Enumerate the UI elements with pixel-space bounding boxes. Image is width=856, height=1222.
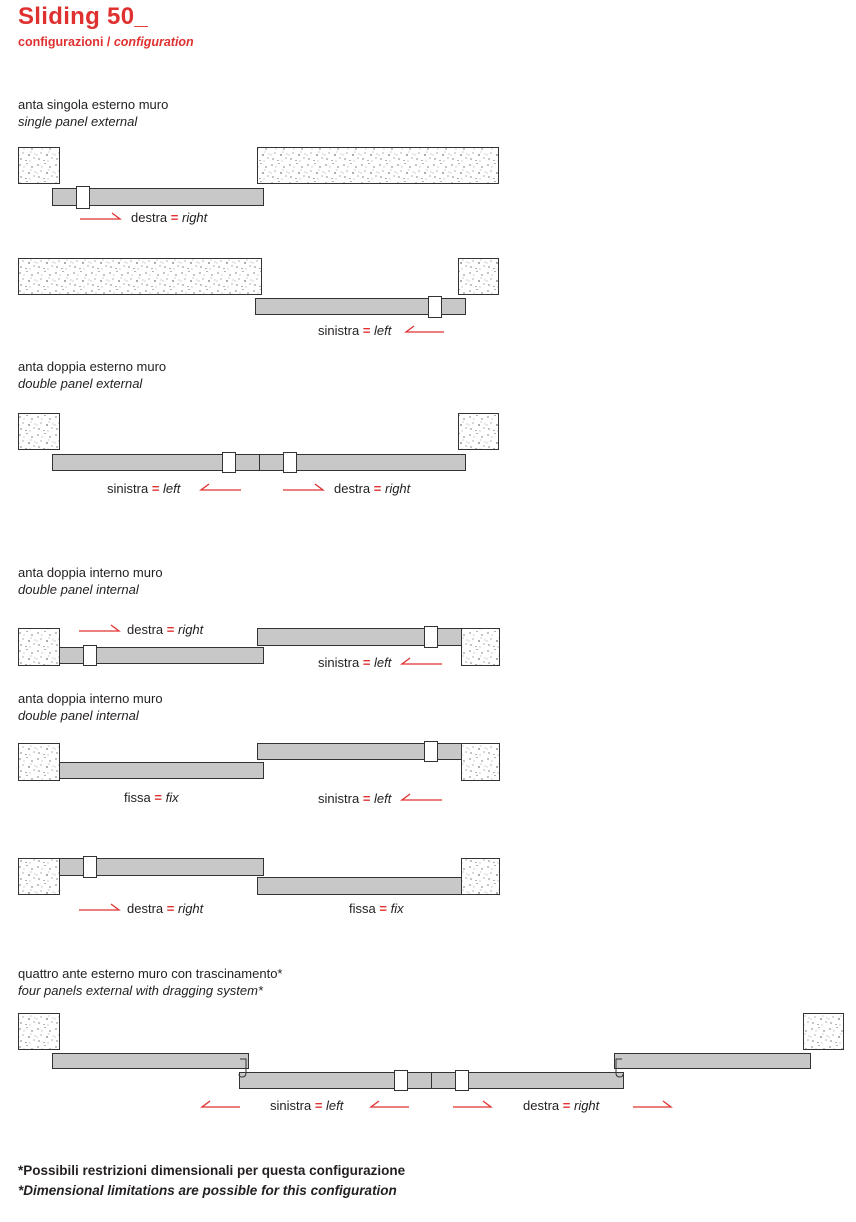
arrow-right [453,1101,491,1107]
arrow-left [371,1101,409,1107]
section-4-title-it: anta doppia interno muro [18,691,163,706]
section-3-title-en: double panel internal [18,582,139,597]
label-right: destra = right [523,1098,600,1113]
arrow-left [202,1101,240,1107]
handle [223,453,236,473]
label-left: sinistra = left [270,1098,344,1113]
wall-block [462,744,500,781]
label-left: sinistra = left [318,655,392,670]
wall-block [258,148,499,184]
handle [456,1071,469,1091]
subtitle-it: configurazioni / [18,35,111,49]
wall-block [19,744,60,781]
label-right: destra = right [127,901,204,916]
footnote-en: *Dimensional limitations are possible for this configuration [18,1183,397,1198]
fixed-panel [60,763,264,779]
handle [425,627,438,648]
wall-block [462,859,500,895]
arrow-left [201,484,241,490]
wall-block [804,1014,844,1050]
wall-block [19,629,60,666]
label-right: destra = right [127,622,204,637]
arrow-right [80,213,120,219]
section-5-title-it: quattro ante esterno muro con trascinamento* [18,966,283,981]
handle [84,857,97,878]
fixed-panel [258,878,462,895]
label-fix: fissa = fix [124,790,179,805]
wall-block [462,629,500,666]
arrow-right [633,1101,671,1107]
label-left: sinistra = left [318,791,392,806]
handle [429,297,442,318]
arrow-right [79,904,119,910]
subtitle-en: configuration [113,35,194,49]
wall-block [19,1014,60,1050]
label-right: destra = right [131,210,208,225]
arrow-right [283,484,323,490]
sliding-panel [615,1054,811,1069]
wall-block [459,259,499,295]
handle [284,453,297,473]
arrow-right [79,625,119,631]
section-1-title-it: anta singola esterno muro [18,97,169,112]
sliding-panel [53,1054,249,1069]
label-left: sinistra = left [107,481,181,496]
section-1-title-en: single panel external [18,114,138,129]
section-2-title-it: anta doppia esterno muro [18,359,167,374]
section-5-title-en: four panels external with dragging system* [18,983,263,998]
footnote-it: *Possibili restrizioni dimensionali per questa configurazione [18,1163,406,1178]
arrow-left [402,794,442,800]
handle [395,1071,408,1091]
section-2-title-en: double panel external [18,376,143,391]
label-fix: fissa = fix [349,901,404,916]
label-right: destra = right [334,481,411,496]
wall-block [19,148,60,184]
wall-block [19,414,60,450]
wall-block [459,414,499,450]
wall-block [19,859,60,895]
arrow-left [402,658,442,664]
page-title: Sliding 50_ [18,3,149,30]
label-left: sinistra = left [318,323,392,338]
wall-block [19,259,262,295]
section-3-title-it: anta doppia interno muro [18,565,163,580]
handle [425,742,438,762]
section-4-title-en: double panel internal [18,708,139,723]
handle [77,187,90,209]
handle [84,646,97,666]
arrow-left [406,326,444,332]
